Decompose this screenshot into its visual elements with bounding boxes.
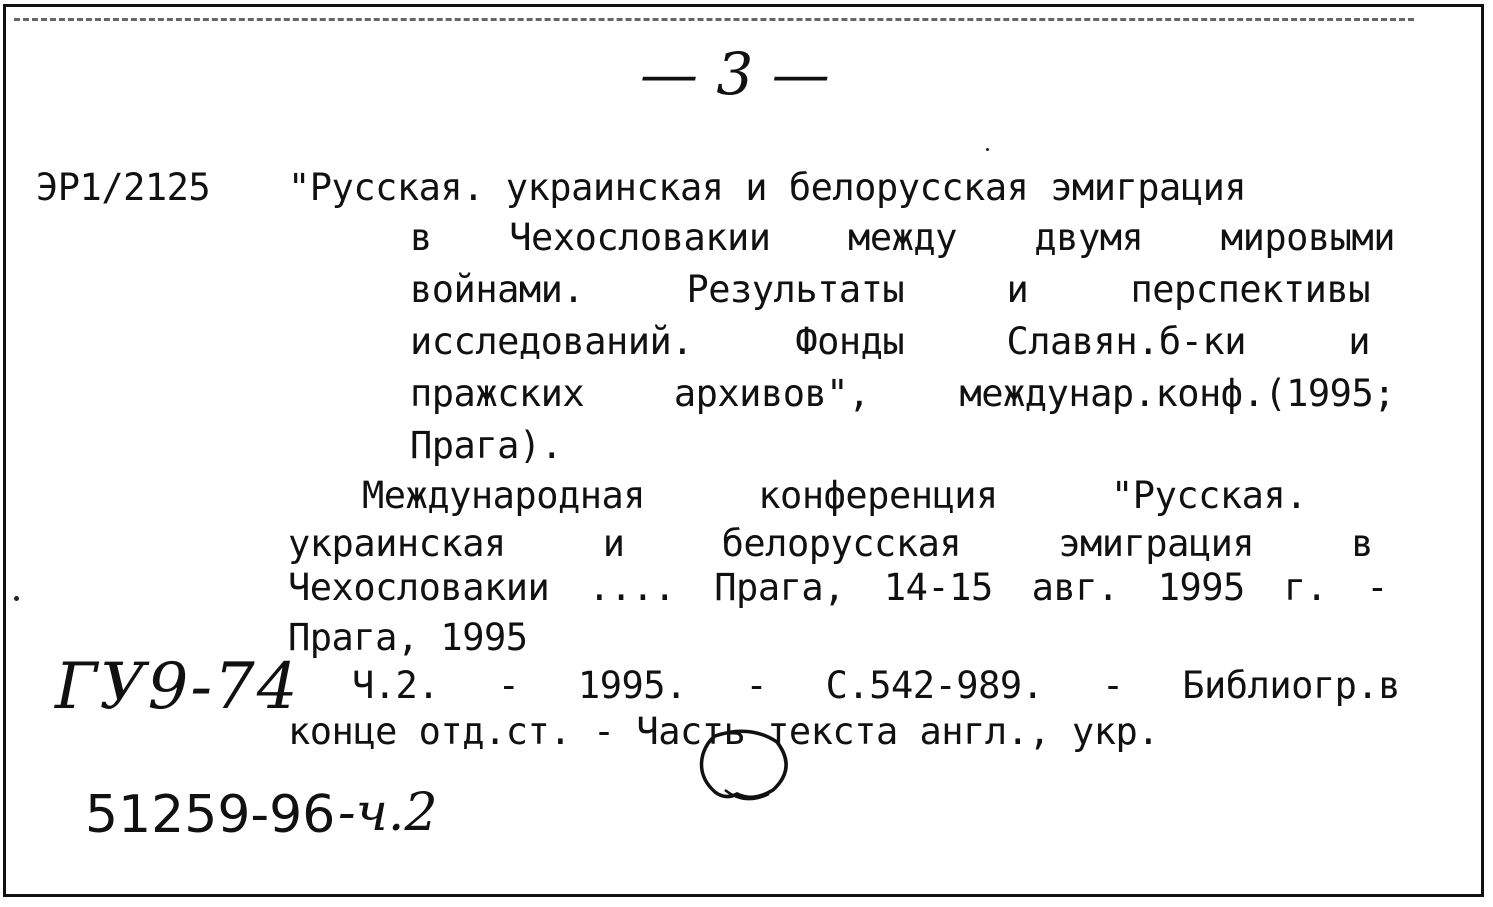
part-line-2: конце отд.ст. - Часть текста англ., укр. — [288, 710, 1160, 753]
title-line-2: в Чехословакии между двумя мировыми — [410, 216, 1395, 259]
body-line-3: Чехословакии .... Прага, 14-15 авг. 1995 г. - — [288, 566, 1388, 609]
title-line-6: Прага). — [410, 424, 563, 467]
inventory-number: 51259-96 — [85, 785, 336, 845]
part-line-1: Ч.2. - 1995. - С.542-989. - Библиогр.в — [352, 664, 1400, 707]
title-line-1: "Русская. украинская и белорусская эмиграция — [288, 166, 1247, 209]
title-line-4: исследований. Фонды Славян.б-ки и — [410, 320, 1370, 363]
top-rule — [14, 18, 1414, 21]
page-number: — 3 — — [640, 40, 830, 108]
body-line-1: Международная конференция "Русская. — [362, 474, 1307, 517]
library-stamp — [695, 728, 795, 808]
title-line-3: войнами. Результаты и перспективы — [410, 268, 1370, 311]
speck — [986, 148, 989, 151]
body-line-2: украинская и белорусская эмиграция в — [288, 522, 1373, 565]
body-line-4: Прага, 1995 — [288, 616, 528, 659]
title-line-5: пражских архивов", междунар.конф.(1995; — [410, 372, 1395, 415]
handwritten-part: -ч.2 — [338, 783, 438, 843]
handwritten-code: ГУ9-74 — [55, 650, 300, 724]
shelfmark: ЭР1/2125 — [36, 166, 211, 209]
speck — [14, 596, 19, 601]
